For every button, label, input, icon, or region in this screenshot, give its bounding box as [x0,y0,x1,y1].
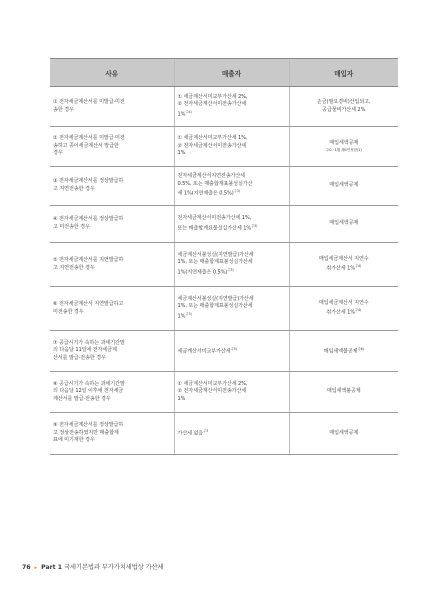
reason-cell-line: 의 다음달 12일 이후에 전자세금 [53,388,124,395]
reason-cell-line: 송하고 종이세금계산서 발급한 [53,142,119,149]
seller-cell-line: 1% [177,395,186,402]
page-footer [22,562,164,571]
seller-cell [174,127,289,167]
buyer-cell [289,287,398,331]
seller-cell [174,87,289,127]
seller-footnote-mark: 주3) [185,311,192,316]
reason-cell [50,287,174,331]
seller-cell-line: 1%, 또는 매출합계표불성실가산세 [177,259,253,266]
footer-bullet-icon: ▸ [34,565,38,571]
seller-cell-line: ② 전자세금계산서미전송가산세 [177,101,247,108]
buyer-cell-line: 매입세액공제 [329,429,359,436]
header-seller: 매출자 [174,59,289,87]
reason-cell-line: 송한 경우 [53,106,74,113]
table-row [50,413,398,455]
seller-footnote-mark: 주3) [227,267,234,272]
reason-cell [50,331,174,372]
reason-cell-line: 고 정상전송하였지만 매출합계 [53,429,119,436]
buyer-cell [289,331,398,372]
buyer-cell-line: 매입세금계산서 지연수 [318,299,369,306]
seller-cell-line: 1%, 또는 매출합계표불성실가산세 [177,303,253,310]
buyer-cell [289,87,398,127]
seller-cell-line: 세 1%(지연제출은 0.5%) [177,191,234,198]
reason-cell [50,372,174,413]
reason-cell [50,87,174,127]
reason-cell-line: ② 전자세금계산서를 미발급·미전 [53,135,125,142]
buyer-cell-line: 매입세액공제 [329,139,359,146]
reason-cell [50,243,174,287]
reason-cell [50,127,174,167]
reason-cell-line: ⑦ 공급시기가 속하는 과세기간말 [53,339,125,346]
buyer-cell-line: 손금(필요경비)산입되고, [316,98,371,105]
seller-cell-line: 세금계산서불성실(지연발급)가산세 [177,295,254,302]
buyer-cell-line: 매입세액불공제 [326,388,361,395]
seller-cell-line: 세금계산서미교부가산세 [177,348,231,355]
header-reason: 사유 [50,59,174,87]
seller-cell-line: 전자세금계산서지연전송가산세 [177,173,245,180]
reason-cell-line: 의 다음달 11일에 전자세금계 [53,347,117,354]
reason-cell-line: 산서를 발급·전송한 경우 [53,354,106,361]
seller-cell-line: 1%(지연제출은 0.5%) [177,269,228,276]
reason-cell-line: 계산서를 발급·전송한 경우 [53,395,111,402]
buyer-cell-line: 취가산세 1% [326,309,355,316]
reason-cell-line: 고 지연전송한 경우 [53,186,95,192]
reason-cell-line: ⑧ 공급시기가 속하는 과세기간말 [53,380,125,387]
reason-cell-line: ① 전자세금계산서를 미발급·미전 [53,98,125,105]
seller-cell [174,413,289,455]
buyer-cell [289,127,398,167]
table-row [50,331,398,372]
table-row [50,167,398,206]
buyer-cell [289,372,398,413]
seller-cell-line: 또는 매출합계표불성실가산세 1% [177,225,252,232]
buyer-cell [289,167,398,206]
seller-cell [174,243,289,287]
seller-cell-line: 전자세금계산서미전송가산세 1%, [177,215,252,222]
buyer-cell-line: 매입세액공제 [329,220,359,227]
seller-footnote-mark: 주4) [185,109,192,114]
table-row [50,243,398,287]
buyer-cell [289,413,398,455]
reason-cell-line: 미전송한 경우 [53,308,84,315]
seller-footnote-mark: 주3) [233,189,240,194]
seller-cell-line: 1% [177,111,186,118]
buyer-cell-line: 매입세액공제 [329,182,359,189]
seller-cell-line: ① 세금계산서미교부가산세 2%, [177,93,248,100]
reason-cell-line: ⑨ 전자세금계산서를 정상발급하 [53,422,124,429]
seller-footnote-mark: 주3) [251,223,258,228]
seller-cell-line: 1% [177,150,186,157]
reason-cell [50,206,174,243]
reason-cell-line: ⑥ 전자세금계산서 지연발급하고 [53,300,124,307]
buyer-cell [289,206,398,243]
table-row [50,127,398,167]
seller-cell [174,287,289,331]
seller-cell [174,206,289,243]
seller-cell-line: 가산세 없음 [177,431,204,438]
reason-cell-line: ③ 전자세금계산서를 정상발급하 [53,178,124,185]
reason-cell-line: 고 미전송한 경우 [53,224,90,230]
footer-part: Part 1 [41,564,63,571]
seller-cell-line: ① 세금계산서미교부가산세 2%, [177,380,248,387]
buyer-cell [289,243,398,287]
table-header-row [50,59,398,87]
buyer-cell-line: 공급물비가산세 2% [322,106,366,113]
seller-footnote-mark: 주3 [203,429,209,434]
reason-cell-line: 경우 [53,150,63,157]
buyer-footnote-mark: 주4) [354,264,362,269]
reason-cell [50,167,174,206]
reason-cell-line: 고 지연전송한 경우 [53,264,95,271]
seller-cell-line: 세금계산서불성실(지연발급)가산세 [177,251,254,258]
table-row [50,206,398,243]
table-row [50,287,398,331]
reason-cell [50,413,174,455]
seller-cell-line: ① 세금계산서미교부가산세 1%, [177,135,248,142]
reason-cell-line: ④ 전자세금계산서를 정상발급하 [53,216,124,223]
seller-cell-line: 1% [177,313,186,320]
reason-cell-line: 표에 미기재한 경우 [53,437,95,444]
buyer-cell-line: 취가산세 1% [326,265,355,272]
seller-cell [174,331,289,372]
buyer-footnote-mark: 주0 : 1월 제0인정함(1) [325,148,362,153]
penalty-table [50,58,398,455]
buyer-cell-line: 매입세금계산서 지연수 [318,255,369,262]
seller-cell-line: ② 전자세금계산서미전송가산세 [177,388,247,395]
page-number: 76 [22,564,31,571]
buyer-cell-line: 매입세액불공제 [323,348,358,355]
table-row [50,87,398,127]
buyer-footnote-mark: 주4) [354,308,362,313]
buyer-footnote-mark: 주6) [357,346,364,351]
seller-footnote-mark: 주5) [230,346,237,351]
table-body [50,87,398,455]
table-row [50,372,398,413]
header-buyer: 매입자 [289,59,398,87]
seller-cell-line: 0.5%, 또는 매출합계표불성실가산 [177,180,253,187]
seller-cell-line: ② 전자세금계산서미전송가산세 [177,142,247,149]
seller-cell [174,372,289,413]
reason-cell-line: ⑤ 전자세금계산서를 지연발급하 [53,256,124,263]
footer-title: 국세기본법과 부가가치세법상 가산세 [64,564,164,571]
seller-cell [174,167,289,206]
